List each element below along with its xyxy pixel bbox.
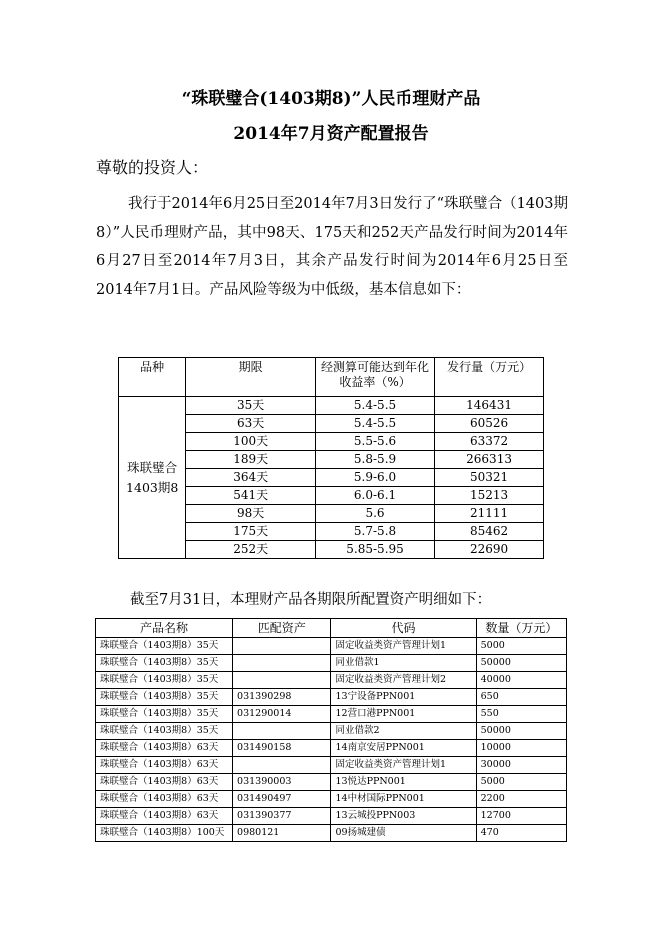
matched-asset-cell — [233, 723, 331, 740]
asset-row — [96, 774, 567, 791]
matched-asset-cell: 031290014 — [233, 706, 331, 723]
matched-asset-cell — [233, 655, 331, 672]
product-name-cell: 珠联璧合（1403期8）35天 — [96, 672, 233, 689]
asset-header-row — [96, 619, 567, 638]
product-name-cell: 珠联璧合（1403期8）35天 — [96, 655, 233, 672]
asset-allocation-body — [96, 638, 567, 842]
intro-text: 我行于2014年6月25日至2014年7月3日发行了“珠联璧合（1403期8）”人民币理财产品，其中98天、175天和252天产品发行时间为2014年6月27日至2014年7月3日，其余产品发行时间为2014年6月25日至2014年7月1日。产品风险等级为中低级，基本信息如下： — [96, 196, 568, 298]
asset-row — [96, 791, 567, 808]
header-code: 代码 — [331, 619, 476, 638]
product-info-table — [118, 357, 544, 559]
product-info-row — [119, 397, 544, 415]
summary-line: 截至7月31日，本理财产品各期限所配置资产明细如下： — [130, 592, 492, 608]
quantity-cell: 5000 — [476, 638, 566, 655]
quantity-cell: 470 — [476, 825, 566, 842]
product-name-line1: 珠联璧合 — [127, 459, 178, 475]
code-cell: 固定收益类资产管理计划2 — [331, 672, 476, 689]
asset-row — [96, 638, 567, 655]
rate-cell: 6.0-6.1 — [315, 487, 434, 505]
product-name-cell: 珠联璧合（1403期8）63天 — [96, 757, 233, 774]
asset-row — [96, 808, 567, 825]
product-name-cell: 珠联璧合（1403期8）63天 — [96, 740, 233, 757]
product-name-cell: 珠联璧合（1403期8）63天 — [96, 808, 233, 825]
header-term: 期限 — [186, 358, 316, 397]
code-cell: 14中材国际PPN001 — [331, 791, 476, 808]
code-cell: 09扬城建债 — [331, 825, 476, 842]
greeting: 尊敬的投资人： — [96, 158, 209, 177]
product-name-cell — [119, 397, 186, 559]
rate-cell: 5.8-5.9 — [315, 451, 434, 469]
code-cell: 固定收益类资产管理计划1 — [331, 638, 476, 655]
quantity-cell: 5000 — [476, 774, 566, 791]
quantity-cell: 550 — [476, 706, 566, 723]
intro-paragraph — [96, 190, 568, 304]
asset-row — [96, 740, 567, 757]
matched-asset-cell: 031390377 — [233, 808, 331, 825]
amount-cell: 50321 — [435, 469, 544, 487]
matched-asset-cell: 031490497 — [233, 791, 331, 808]
term-cell: 252天 — [186, 541, 316, 559]
matched-asset-cell: 0980121 — [233, 825, 331, 842]
term-cell: 541天 — [186, 487, 316, 505]
code-cell: 同业借款1 — [331, 655, 476, 672]
term-cell: 98天 — [186, 505, 316, 523]
header-rate: 经测算可能达到年化收益率（%） — [315, 358, 434, 397]
rate-cell: 5.5-5.6 — [315, 433, 434, 451]
asset-row — [96, 655, 567, 672]
matched-asset-cell: 031390298 — [233, 689, 331, 706]
term-cell: 63天 — [186, 415, 316, 433]
report-title-line2: 2014年7月资产配置报告 — [233, 124, 429, 144]
product-name-cell: 珠联璧合（1403期8）35天 — [96, 689, 233, 706]
term-cell: 35天 — [186, 397, 316, 415]
asset-row — [96, 723, 567, 740]
product-name-cell: 珠联璧合（1403期8）35天 — [96, 723, 233, 740]
code-cell: 12营口港PPN001 — [331, 706, 476, 723]
matched-asset-cell — [233, 638, 331, 655]
matched-asset-cell: 031390003 — [233, 774, 331, 791]
amount-cell: 15213 — [435, 487, 544, 505]
quantity-cell: 50000 — [476, 723, 566, 740]
rate-cell: 5.4-5.5 — [315, 397, 434, 415]
amount-cell: 266313 — [435, 451, 544, 469]
amount-cell: 85462 — [435, 523, 544, 541]
product-info-header-row — [119, 358, 544, 397]
asset-row — [96, 706, 567, 723]
product-name-cell: 珠联璧合（1403期8）63天 — [96, 774, 233, 791]
quantity-cell: 2200 — [476, 791, 566, 808]
rate-cell: 5.85-5.95 — [315, 541, 434, 559]
amount-cell: 146431 — [435, 397, 544, 415]
asset-row — [96, 689, 567, 706]
code-cell: 13悦达PPN001 — [331, 774, 476, 791]
quantity-cell: 40000 — [476, 672, 566, 689]
term-cell: 175天 — [186, 523, 316, 541]
term-cell: 100天 — [186, 433, 316, 451]
product-name-line2: 1403期8 — [126, 479, 179, 495]
asset-row — [96, 825, 567, 842]
product-info-body — [119, 397, 544, 559]
rate-cell: 5.6 — [315, 505, 434, 523]
report-title-line1: “珠联璧合(1403期8)”人民币理财产品 — [181, 89, 481, 109]
header-product: 品种 — [119, 358, 186, 397]
amount-cell: 60526 — [435, 415, 544, 433]
amount-cell: 22690 — [435, 541, 544, 559]
amount-cell: 21111 — [435, 505, 544, 523]
code-cell: 13云城投PPN003 — [331, 808, 476, 825]
quantity-cell: 50000 — [476, 655, 566, 672]
code-cell: 固定收益类资产管理计划1 — [331, 757, 476, 774]
header-quantity: 数量（万元） — [476, 619, 566, 638]
header-product-name: 产品名称 — [96, 619, 233, 638]
asset-row — [96, 672, 567, 689]
amount-cell: 63372 — [435, 433, 544, 451]
product-name-cell: 珠联璧合（1403期8）35天 — [96, 706, 233, 723]
matched-asset-cell: 031490158 — [233, 740, 331, 757]
code-cell: 14南京安居PPN001 — [331, 740, 476, 757]
product-name-cell: 珠联璧合（1403期8）35天 — [96, 638, 233, 655]
term-cell: 364天 — [186, 469, 316, 487]
rate-cell: 5.9-6.0 — [315, 469, 434, 487]
asset-row — [96, 757, 567, 774]
code-cell: 13宁设备PPN001 — [331, 689, 476, 706]
rate-cell: 5.7-5.8 — [315, 523, 434, 541]
product-name-cell: 珠联璧合（1403期8）63天 — [96, 791, 233, 808]
term-cell: 189天 — [186, 451, 316, 469]
matched-asset-cell — [233, 757, 331, 774]
asset-allocation-table — [95, 618, 567, 842]
header-amount: 发行量（万元） — [435, 358, 544, 397]
quantity-cell: 12700 — [476, 808, 566, 825]
code-cell: 同业借款2 — [331, 723, 476, 740]
quantity-cell: 10000 — [476, 740, 566, 757]
matched-asset-cell — [233, 672, 331, 689]
quantity-cell: 650 — [476, 689, 566, 706]
product-name-cell: 珠联璧合（1403期8）100天 — [96, 825, 233, 842]
quantity-cell: 30000 — [476, 757, 566, 774]
header-matched-asset: 匹配资产 — [233, 619, 331, 638]
rate-cell: 5.4-5.5 — [315, 415, 434, 433]
